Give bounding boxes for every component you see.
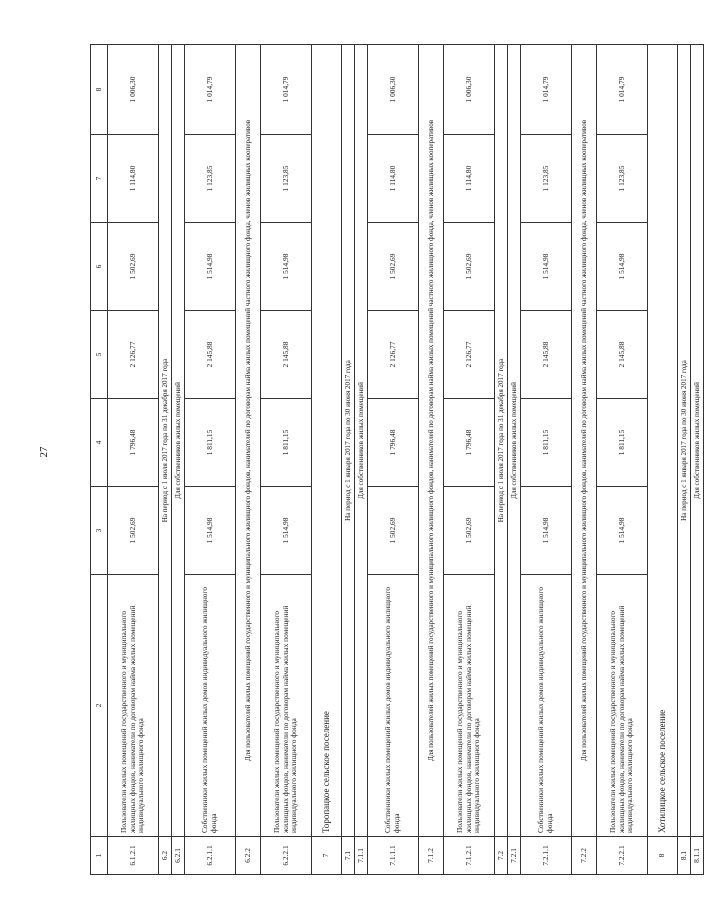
value-cell: 1 006,30 — [444, 45, 495, 135]
value-cell: 1 006,30 — [368, 45, 419, 135]
value-cell: 1 123,85 — [185, 135, 236, 223]
page-number: 27 — [38, 446, 50, 458]
value-cell: 1 811,15 — [521, 399, 572, 487]
section-row — [312, 45, 342, 875]
period-row — [419, 45, 444, 875]
row-code: 7.1.2 — [419, 837, 444, 875]
table-row — [521, 45, 572, 875]
period-row — [508, 45, 521, 875]
value-cell: 2 145,88 — [597, 311, 648, 399]
section-row — [648, 45, 678, 875]
value-cell: 1 014,79 — [521, 45, 572, 135]
value-cell: 1 502,69 — [444, 223, 495, 311]
row-code: 7.2.1 — [508, 837, 521, 875]
value-cell: 1 514,98 — [185, 223, 236, 311]
row-code: 8.1 — [678, 837, 691, 875]
row-name: Пользователи жилых помещений государственного и муниципального жилищных фондов, наниматели по договорам найма жилых помещений индивидуального жилищного фонда — [444, 575, 495, 837]
value-cell: 1 796,48 — [444, 399, 495, 487]
row-code: 7.1 — [342, 837, 355, 875]
period-row — [355, 45, 368, 875]
period-text: Для собственников жилых помещений — [691, 45, 704, 837]
period-text: Для пользователей жилых помещений государственного и муниципального жилищного фондов, нанимателей по договорам найма жилых помещений частного жилищного фонда, членов жилищных кооперативов — [572, 45, 597, 837]
row-name: Пользователи жилых помещений государственного и муниципального жилищных фондов, наниматели по договорам найма жилых помещений индивидуального жилищного фонда — [108, 575, 159, 837]
value-cell: 1 514,98 — [521, 223, 572, 311]
row-code: 7 — [312, 837, 342, 875]
value-cell: 1 514,98 — [521, 487, 572, 575]
value-cell: 1 514,98 — [185, 487, 236, 575]
tariff-table — [90, 44, 704, 875]
header-cell-4: 4 — [91, 399, 108, 487]
row-code: 8 — [648, 837, 678, 875]
period-text: Для пользователей жилых помещений государственного и муниципального жилищного фондов, нанимателей по договорам найма жилых помещений частного жилищного фонда, членов жилищных кооперативов — [236, 45, 261, 837]
row-code: 7.2.2.1 — [597, 837, 648, 875]
table-row — [185, 45, 236, 875]
value-cell: 1 514,98 — [597, 223, 648, 311]
row-name: Собственники жилых помещений жилых домов индивидуального жилищного фонда — [185, 575, 236, 837]
header-cell-6: 6 — [91, 223, 108, 311]
row-code: 7.2.1.1 — [521, 837, 572, 875]
row-code: 7.2 — [495, 837, 508, 875]
period-row — [159, 45, 172, 875]
document-sheet — [90, 45, 701, 875]
row-name: Пользователи жилых помещений государственного и муниципального жилищных фондов, наниматели по договорам найма жилых помещений индивидуального жилищного фонда — [597, 575, 648, 837]
period-row — [678, 45, 691, 875]
table-row — [597, 45, 648, 875]
value-cell: 1 014,79 — [261, 45, 312, 135]
value-cell: 2 145,88 — [185, 311, 236, 399]
row-name: Собственники жилых помещений жилых домов индивидуального жилищного фонда — [368, 575, 419, 837]
header-cell-8: 8 — [91, 45, 108, 135]
period-text: На период с 1 января 2017 года по 30 июня 2017 года — [342, 45, 355, 837]
value-cell: 1 811,15 — [597, 399, 648, 487]
value-cell: 1 114,80 — [368, 135, 419, 223]
value-cell: 1 514,98 — [261, 487, 312, 575]
row-name: Пользователи жилых помещений государственного и муниципального жилищных фондов, наниматели по договорам найма жилых помещений индивидуального жилищного фонда — [261, 575, 312, 837]
rotated-table-wrapper — [90, 45, 701, 875]
header-cell-7: 7 — [91, 135, 108, 223]
value-cell: 1 006,30 — [108, 45, 159, 135]
period-text: На период с 1 июля 2017 года по 31 декабря 2017 года — [159, 45, 172, 837]
row-code: 7.1.1.1 — [368, 837, 419, 875]
row-code: 7.1.1 — [355, 837, 368, 875]
table-row — [368, 45, 419, 875]
value-cell: 1 796,48 — [368, 399, 419, 487]
row-code: 7.1.2.1 — [444, 837, 495, 875]
value-cell: 2 145,88 — [261, 311, 312, 399]
period-row — [572, 45, 597, 875]
value-cell: 2 126,77 — [444, 311, 495, 399]
header-cell-3: 3 — [91, 487, 108, 575]
period-text: Для собственников жилых помещений — [508, 45, 521, 837]
period-row — [236, 45, 261, 875]
header-cell-1: 1 — [91, 837, 108, 875]
value-cell: 2 126,77 — [108, 311, 159, 399]
value-cell: 1 502,69 — [108, 223, 159, 311]
period-row — [172, 45, 185, 875]
period-text: На период с 1 июля 2017 года по 31 декабря 2017 года — [495, 45, 508, 837]
value-cell: 1 796,48 — [108, 399, 159, 487]
value-cell: 1 123,85 — [597, 135, 648, 223]
value-cell: 1 514,98 — [597, 487, 648, 575]
section-title: Хотилицкое сельское поселение — [648, 45, 678, 837]
value-cell: 2 126,77 — [368, 311, 419, 399]
value-cell: 1 014,79 — [185, 45, 236, 135]
header-cell-2: 2 — [91, 575, 108, 837]
table-row — [261, 45, 312, 875]
value-cell: 1 502,69 — [368, 487, 419, 575]
value-cell: 1 502,69 — [444, 487, 495, 575]
period-text: На период с 1 января 2017 года по 30 июня 2017 года — [678, 45, 691, 837]
row-code: 8.1.1 — [691, 837, 704, 875]
value-cell: 1 123,85 — [261, 135, 312, 223]
header-row — [91, 45, 108, 875]
table-row — [444, 45, 495, 875]
value-cell: 1 014,79 — [597, 45, 648, 135]
value-cell: 1 811,15 — [185, 399, 236, 487]
row-code: 6.2 — [159, 837, 172, 875]
header-cell-5: 5 — [91, 311, 108, 399]
row-code: 6.2.1.1 — [185, 837, 236, 875]
value-cell: 1 502,69 — [368, 223, 419, 311]
period-row — [342, 45, 355, 875]
period-text: Для пользователей жилых помещений государственного и муниципального жилищного фондов, нанимателей по договорам найма жилых помещений частного жилищного фонда, членов жилищных кооперативов — [419, 45, 444, 837]
period-text: Для собственников жилых помещений — [172, 45, 185, 837]
row-code: 7.2.2 — [572, 837, 597, 875]
row-code: 6.2.1 — [172, 837, 185, 875]
table-row — [108, 45, 159, 875]
period-text: Для собственников жилых помещений — [355, 45, 368, 837]
row-code: 6.2.2.1 — [261, 837, 312, 875]
value-cell: 1 502,69 — [108, 487, 159, 575]
value-cell: 1 514,98 — [261, 223, 312, 311]
row-name: Собственники жилых помещений жилых домов индивидуального жилищного фонда — [521, 575, 572, 837]
value-cell: 1 114,80 — [108, 135, 159, 223]
row-code: 6.1.2.1 — [108, 837, 159, 875]
period-row — [495, 45, 508, 875]
period-row — [691, 45, 704, 875]
value-cell: 1 123,85 — [521, 135, 572, 223]
section-title: Торопацкое сельское поселение — [312, 45, 342, 837]
row-code: 6.2.2 — [236, 837, 261, 875]
value-cell: 1 811,15 — [261, 399, 312, 487]
value-cell: 2 145,88 — [521, 311, 572, 399]
value-cell: 1 114,80 — [444, 135, 495, 223]
